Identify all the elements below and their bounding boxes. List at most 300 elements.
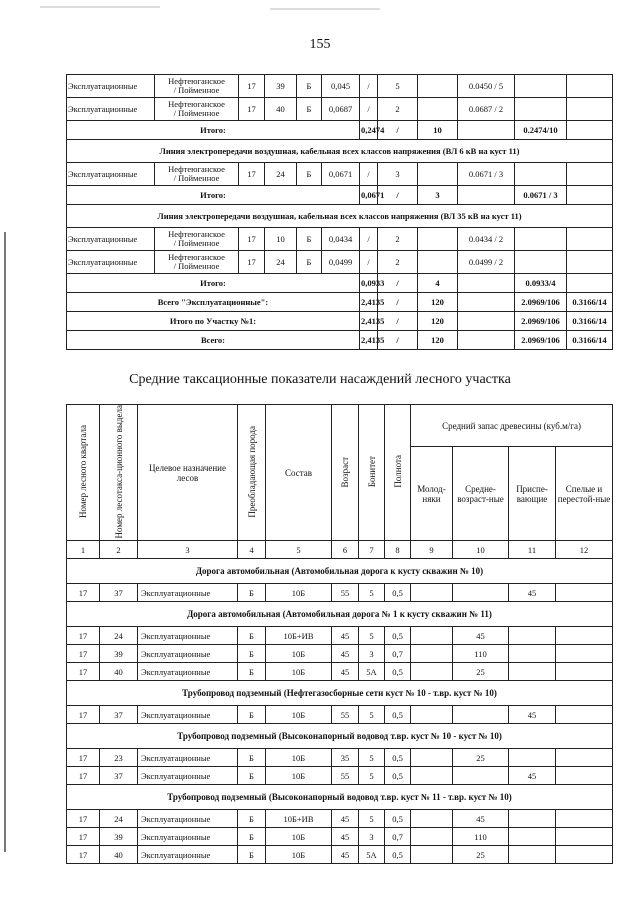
- vyd-cell: 10: [265, 228, 297, 251]
- forestry-cell: [155, 228, 239, 251]
- forestry-line: Нефтеюганское: [168, 229, 225, 239]
- table-cell: [411, 706, 453, 724]
- section-header-row: [67, 724, 613, 749]
- blank-cell: [458, 274, 515, 293]
- section-header-cell: Линия электропередачи воздушная, кабельная всех классов напряжения (ВЛ 6 кВ на куст 11): [67, 140, 613, 163]
- table-cell: 55: [332, 584, 359, 602]
- table-cell: Эксплуатационные: [138, 645, 238, 663]
- table-cell: [556, 645, 613, 663]
- table-cell: 17: [67, 767, 100, 785]
- table-cell: 45: [332, 810, 359, 828]
- table-cell: 17: [67, 584, 100, 602]
- total2-cell: [515, 228, 567, 251]
- table-cell: 37: [100, 767, 138, 785]
- table-cell: Эксплуатационные: [138, 627, 238, 645]
- table-cell: [556, 584, 613, 602]
- table-cell: 10Б+ИВ: [266, 810, 332, 828]
- total-cell: 2.0969/106: [515, 312, 567, 331]
- table-cell: 55: [332, 706, 359, 724]
- purpose-cell: Эксплуатационные: [67, 163, 155, 186]
- table-cell: 40: [100, 663, 138, 681]
- header-young: Молод-няки: [411, 447, 453, 541]
- kv-cell: 17: [239, 163, 265, 186]
- column-number: 10: [453, 541, 509, 559]
- column-number: 12: [556, 541, 613, 559]
- total2-cell: [567, 121, 613, 140]
- forestry-cell: [155, 75, 239, 98]
- count-cell: 2: [378, 228, 418, 251]
- summary-row: [67, 331, 613, 350]
- purpose-cell: Эксплуатационные: [67, 251, 155, 274]
- blank-cell: [567, 228, 613, 251]
- summary-row: [67, 75, 613, 98]
- section-header-row: [67, 785, 613, 810]
- table-cell: [453, 584, 509, 602]
- table-cell: 10Б: [266, 584, 332, 602]
- header-purpose: Целевое назначение лесов: [138, 405, 238, 541]
- blank-cell: [567, 251, 613, 274]
- table-cell: Эксплуатационные: [138, 767, 238, 785]
- count-cell: 3: [378, 163, 418, 186]
- table-cell: Эксплуатационные: [138, 663, 238, 681]
- area-cell: 0,2474: [360, 121, 378, 140]
- table-cell: 45: [332, 828, 359, 846]
- table-cell: Эксплуатационные: [138, 846, 238, 864]
- column-numbers-row: [67, 541, 613, 559]
- kv-cell: 17: [239, 98, 265, 121]
- allotment-summary-body: [67, 75, 613, 350]
- table-cell: [411, 627, 453, 645]
- slash-cell: /: [378, 186, 418, 205]
- table-cell: 35: [332, 749, 359, 767]
- table-cell: Б: [238, 846, 266, 864]
- blank-cell: [418, 98, 458, 121]
- table-cell: 55: [332, 767, 359, 785]
- purpose-cell: Эксплуатационные: [67, 75, 155, 98]
- table-cell: Б: [238, 645, 266, 663]
- column-number: 11: [509, 541, 556, 559]
- table-cell: 5: [359, 706, 385, 724]
- column-number: 6: [332, 541, 359, 559]
- table-cell: 10Б: [266, 846, 332, 864]
- table-row: [67, 663, 613, 681]
- slash-cell: /: [378, 121, 418, 140]
- count-cell: 5: [378, 75, 418, 98]
- table-cell: 0,5: [385, 663, 411, 681]
- table-cell: Б: [238, 584, 266, 602]
- table-cell: 5: [359, 749, 385, 767]
- table-cell: 0,5: [385, 627, 411, 645]
- table-cell: 0,7: [385, 828, 411, 846]
- header-stock-group: Средний запас древесины (куб.м/га): [411, 405, 613, 447]
- header-density: Полнота: [392, 455, 403, 489]
- table-cell: 17: [67, 663, 100, 681]
- section-header-row: [67, 681, 613, 706]
- column-number: 5: [266, 541, 332, 559]
- table-cell: Эксплуатационные: [138, 749, 238, 767]
- table-cell: 25: [453, 846, 509, 864]
- table-cell: 10Б: [266, 749, 332, 767]
- table-cell: 0,5: [385, 584, 411, 602]
- table-cell: 45: [509, 706, 556, 724]
- table-cell: 37: [100, 584, 138, 602]
- table-cell: [411, 846, 453, 864]
- table-cell: 0,7: [385, 645, 411, 663]
- summary-row: [67, 121, 613, 140]
- blank-cell: [458, 312, 515, 331]
- summary-row: [67, 293, 613, 312]
- total2-cell: [515, 75, 567, 98]
- blank-cell: [418, 75, 458, 98]
- table-cell: 17: [67, 828, 100, 846]
- total-label-cell: Итого:: [67, 186, 360, 205]
- table-row: [67, 810, 613, 828]
- section-title-cell: Трубопровод подземный (Высоконапорный водовод т.вр. куст № 11 - т.вр. куст № 10): [67, 785, 613, 810]
- blank-cell: [458, 293, 515, 312]
- column-number: 1: [67, 541, 100, 559]
- table-cell: [556, 706, 613, 724]
- table-cell: 17: [67, 645, 100, 663]
- area-cell: 2,4135: [360, 312, 378, 331]
- total-label-cell: Итого:: [67, 121, 360, 140]
- total-label-cell: Всего:: [67, 331, 360, 350]
- column-number: 7: [359, 541, 385, 559]
- table-row: [67, 828, 613, 846]
- count-cell: 3: [418, 186, 458, 205]
- header-middle: Средне-возраст-ные: [453, 447, 509, 541]
- column-number: 3: [138, 541, 238, 559]
- slash-cell: /: [360, 75, 378, 98]
- table-cell: 10Б: [266, 645, 332, 663]
- forestry-line: / Пойменное: [173, 173, 220, 183]
- count-cell: 4: [418, 274, 458, 293]
- table-cell: [509, 749, 556, 767]
- total2-cell: 0.3166/14: [567, 331, 613, 350]
- table-cell: 0,5: [385, 706, 411, 724]
- table-cell: 40: [100, 846, 138, 864]
- blank-cell: [567, 75, 613, 98]
- table-cell: [556, 663, 613, 681]
- header-bonitet: Бонитет: [366, 456, 377, 488]
- table-cell: [556, 627, 613, 645]
- area-cell: 0,0671: [360, 186, 378, 205]
- table-cell: Б: [238, 767, 266, 785]
- total2-cell: [567, 186, 613, 205]
- slash-cell: /: [360, 163, 378, 186]
- section-header-row: [67, 559, 613, 584]
- section-title-cell: Трубопровод подземный (Нефтегазосборные сети куст № 10 - т.вр. куст № 10): [67, 681, 613, 706]
- table-row: [67, 846, 613, 864]
- table-cell: [556, 749, 613, 767]
- table-row: [67, 584, 613, 602]
- kv-cell: 17: [239, 251, 265, 274]
- table-cell: Б: [238, 663, 266, 681]
- blank-cell: [418, 251, 458, 274]
- total-cell: 0.0450 / 5: [458, 75, 515, 98]
- total2-cell: [515, 251, 567, 274]
- total-cell: 2.0969/106: [515, 293, 567, 312]
- table-cell: [556, 810, 613, 828]
- summary-row: [67, 274, 613, 293]
- slash-cell: /: [360, 251, 378, 274]
- count-cell: 120: [418, 312, 458, 331]
- total-cell: 0.0434 / 2: [458, 228, 515, 251]
- table-cell: Б: [238, 627, 266, 645]
- table-cell: [411, 584, 453, 602]
- table-cell: 17: [67, 749, 100, 767]
- table-row: [67, 627, 613, 645]
- table-row: [67, 645, 613, 663]
- species-cell: Б: [297, 163, 322, 186]
- section-title-cell: Трубопровод подземный (Высоконапорный водовод т.вр. куст № 10 - куст № 10): [67, 724, 613, 749]
- table-cell: 5: [359, 810, 385, 828]
- table-cell: 5: [359, 584, 385, 602]
- count-cell: 2: [378, 98, 418, 121]
- table-cell: 25: [453, 749, 509, 767]
- table-cell: 10Б+ИВ: [266, 627, 332, 645]
- table-row: [67, 749, 613, 767]
- total-label-cell: Итого:: [67, 274, 360, 293]
- table-cell: 3: [359, 645, 385, 663]
- blank-cell: [458, 186, 515, 205]
- forestry-line: Нефтеюганское: [168, 76, 225, 86]
- species-cell: Б: [297, 98, 322, 121]
- table-cell: Эксплуатационные: [138, 584, 238, 602]
- section-title-cell: Дорога автомобильная (Автомобильная дорога к кусту скважин № 10): [67, 559, 613, 584]
- vyd-cell: 39: [265, 75, 297, 98]
- forestry-line: / Пойменное: [173, 85, 220, 95]
- table-cell: 45: [509, 584, 556, 602]
- blank-cell: [418, 163, 458, 186]
- table-cell: 0,5: [385, 767, 411, 785]
- total-label-cell: Итого по Участку №1:: [67, 312, 360, 331]
- header-vydel: Номер лесотакса-ционного выдела: [113, 405, 124, 539]
- table-cell: [556, 828, 613, 846]
- scan-smudge-top: [40, 6, 160, 8]
- table-cell: 45: [332, 627, 359, 645]
- area-cell: 0,0933: [360, 274, 378, 293]
- table-cell: [509, 663, 556, 681]
- summary-row: [67, 312, 613, 331]
- table-cell: Б: [238, 749, 266, 767]
- table-cell: 10Б: [266, 828, 332, 846]
- table-cell: 24: [100, 627, 138, 645]
- taxation-table-body: [67, 559, 613, 864]
- total2-cell: 0.3166/14: [567, 312, 613, 331]
- summary-row: [67, 228, 613, 251]
- table-cell: [556, 767, 613, 785]
- taxation-table: [66, 404, 613, 864]
- species-cell: Б: [297, 251, 322, 274]
- table-cell: 10Б: [266, 663, 332, 681]
- area-cell: 0,0687: [322, 98, 360, 121]
- kv-cell: 17: [239, 75, 265, 98]
- table-cell: 10Б: [266, 706, 332, 724]
- slash-cell: /: [378, 312, 418, 331]
- table-cell: 110: [453, 645, 509, 663]
- blank-cell: [458, 331, 515, 350]
- blank-cell: [567, 163, 613, 186]
- header-kvartal: Номер лесного квартала: [78, 425, 88, 519]
- total-cell: 0.0671 / 3: [458, 163, 515, 186]
- count-cell: 120: [418, 293, 458, 312]
- table-cell: 45: [509, 767, 556, 785]
- summary-row: [67, 186, 613, 205]
- table-cell: Б: [238, 706, 266, 724]
- table-cell: 39: [100, 828, 138, 846]
- table-cell: 24: [100, 810, 138, 828]
- header-ripening: Приспе-вающие: [509, 447, 556, 541]
- table-cell: 17: [67, 810, 100, 828]
- table-cell: [509, 846, 556, 864]
- kv-cell: 17: [239, 228, 265, 251]
- table-cell: 0,5: [385, 810, 411, 828]
- scan-left-edge-mark: [4, 232, 6, 852]
- total2-cell: [515, 98, 567, 121]
- total2-cell: [515, 163, 567, 186]
- total2-cell: 0.3166/14: [567, 293, 613, 312]
- header-species: Преобладающая порода: [246, 425, 257, 518]
- slash-cell: /: [360, 228, 378, 251]
- slash-cell: /: [360, 98, 378, 121]
- table-cell: 5А: [359, 846, 385, 864]
- area-cell: 2,4135: [360, 293, 378, 312]
- summary-row: [67, 140, 613, 163]
- section-header-cell: Линия электропередачи воздушная, кабельная всех классов напряжения (ВЛ 35 кВ на куст 11): [67, 205, 613, 228]
- total-cell: 0.0687 / 2: [458, 98, 515, 121]
- table-cell: Эксплуатационные: [138, 810, 238, 828]
- section-title-cell: Дорога автомобильная (Автомобильная дорога № 1 к кусту скважин № 11): [67, 602, 613, 627]
- forestry-line: / Пойменное: [173, 238, 220, 248]
- blank-cell: [567, 98, 613, 121]
- table-cell: 45: [332, 645, 359, 663]
- table-cell: 39: [100, 645, 138, 663]
- table-cell: Б: [238, 810, 266, 828]
- table-cell: 5: [359, 627, 385, 645]
- table-cell: 0,5: [385, 846, 411, 864]
- vyd-cell: 24: [265, 251, 297, 274]
- header-mature: Спелые и перестой-ные: [556, 447, 613, 541]
- table-cell: 10Б: [266, 767, 332, 785]
- table-cell: Б: [238, 828, 266, 846]
- total-label-cell: Всего "Эксплуатационные":: [67, 293, 360, 312]
- area-cell: 2,4135: [360, 331, 378, 350]
- total-cell: 0.2474/10: [515, 121, 567, 140]
- blank-cell: [418, 228, 458, 251]
- summary-row: [67, 205, 613, 228]
- area-cell: 0,045: [322, 75, 360, 98]
- table-cell: 3: [359, 828, 385, 846]
- table-cell: [509, 645, 556, 663]
- slash-cell: /: [378, 293, 418, 312]
- table-cell: 45: [332, 846, 359, 864]
- forestry-line: / Пойменное: [173, 261, 220, 271]
- summary-row: [67, 251, 613, 274]
- table-row: [67, 767, 613, 785]
- table-cell: 5А: [359, 663, 385, 681]
- total-cell: 0.0671 / 3: [515, 186, 567, 205]
- species-cell: Б: [297, 228, 322, 251]
- total-cell: 0.0499 / 2: [458, 251, 515, 274]
- table-cell: 45: [453, 810, 509, 828]
- table-cell: 0,5: [385, 749, 411, 767]
- table-cell: [411, 749, 453, 767]
- header-composition: Состав: [266, 405, 332, 541]
- slash-cell: /: [378, 331, 418, 350]
- species-cell: Б: [297, 75, 322, 98]
- page-number: 155: [309, 37, 331, 52]
- table-row: [67, 706, 613, 724]
- purpose-cell: Эксплуатационные: [67, 228, 155, 251]
- table-cell: [411, 810, 453, 828]
- column-number: 9: [411, 541, 453, 559]
- vyd-cell: 24: [265, 163, 297, 186]
- total-cell: 0.0933/4: [515, 274, 567, 293]
- table-cell: 45: [332, 663, 359, 681]
- count-cell: 10: [418, 121, 458, 140]
- column-number: 8: [385, 541, 411, 559]
- total2-cell: [567, 274, 613, 293]
- table-cell: 17: [67, 706, 100, 724]
- forestry-line: Нефтеюганское: [168, 99, 225, 109]
- header-age: Возраст: [340, 456, 350, 487]
- count-cell: 120: [418, 331, 458, 350]
- table-cell: [411, 767, 453, 785]
- column-number: 4: [238, 541, 266, 559]
- section-title: Средние таксационные показатели насаждений лесного участка: [129, 372, 511, 387]
- table-cell: [453, 767, 509, 785]
- table-cell: 110: [453, 828, 509, 846]
- table-cell: [411, 828, 453, 846]
- table-cell: [556, 846, 613, 864]
- column-number: 2: [100, 541, 138, 559]
- section-header-row: [67, 602, 613, 627]
- table-cell: [509, 810, 556, 828]
- summary-row: [67, 163, 613, 186]
- table-cell: [453, 706, 509, 724]
- allotment-summary-table: [66, 74, 613, 350]
- table-cell: Эксплуатационные: [138, 828, 238, 846]
- area-cell: 0,0434: [322, 228, 360, 251]
- table-cell: [509, 828, 556, 846]
- area-cell: 0,0499: [322, 251, 360, 274]
- blank-cell: [458, 121, 515, 140]
- taxation-table-head: [67, 405, 613, 559]
- forestry-cell: [155, 163, 239, 186]
- slash-cell: /: [378, 274, 418, 293]
- count-cell: 2: [378, 251, 418, 274]
- scan-smudge-top-center: [270, 8, 380, 10]
- area-cell: 0,0671: [322, 163, 360, 186]
- summary-row: [67, 98, 613, 121]
- forestry-cell: [155, 98, 239, 121]
- table-cell: Эксплуатационные: [138, 706, 238, 724]
- vyd-cell: 40: [265, 98, 297, 121]
- table-cell: [411, 663, 453, 681]
- table-cell: 25: [453, 663, 509, 681]
- table-cell: 37: [100, 706, 138, 724]
- purpose-cell: Эксплуатационные: [67, 98, 155, 121]
- table-cell: 17: [67, 846, 100, 864]
- total-cell: 2.0969/106: [515, 331, 567, 350]
- table-cell: 5: [359, 767, 385, 785]
- forestry-line: / Пойменное: [173, 108, 220, 118]
- table-cell: [509, 627, 556, 645]
- forestry-cell: [155, 251, 239, 274]
- forestry-line: Нефтеюганское: [168, 164, 225, 174]
- table-cell: 23: [100, 749, 138, 767]
- forestry-line: Нефтеюганское: [168, 252, 225, 262]
